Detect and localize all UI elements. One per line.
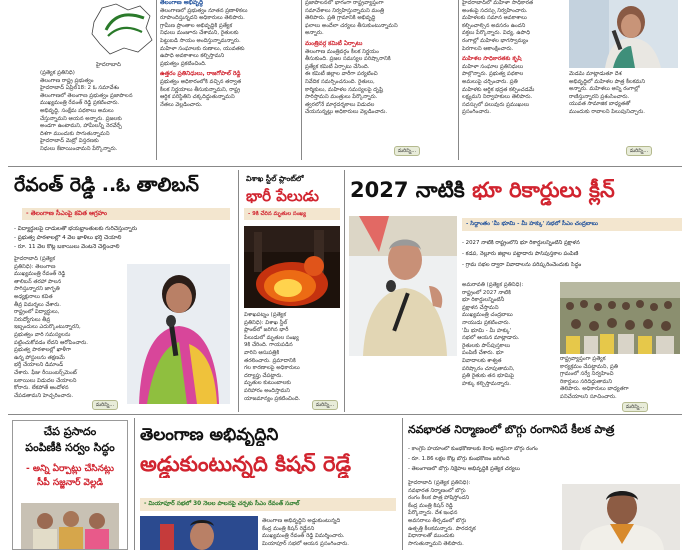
text-line: పట్టించుకోవడం లేదని ఆరోపించారు.	[14, 339, 88, 346]
records-headline-year: 2027 నాటికి	[350, 178, 473, 202]
steel-headline: భారీ పేలుడు	[246, 187, 319, 205]
revanth-speaking-icon	[140, 516, 258, 550]
fish-prasadam-line3: - అన్ని ఏర్పాట్లు చేసినట్లు	[26, 464, 114, 474]
column-divider	[301, 0, 302, 160]
text-line: గ్రామీణ ప్రాంతాల అభివృద్ధికి ప్రత్యేక	[160, 22, 233, 29]
records-bullet: - 2027 నాటికి రాష్ట్రంలోని భూ రికార్డులన్నింటినీ ప్రక్షాళన	[462, 240, 580, 246]
top-col2-text	[160, 0, 298, 160]
text-line: రికార్డులు సరిదిద్దుతామని	[560, 378, 613, 385]
text-line: రంగాల్లో మహిళల భాగస్వామ్యం	[462, 37, 529, 44]
coal-bullet: - రూ. 1.86 లక్షల కోట్ల బొగ్గు కుంభకోణం జరిగింది	[408, 456, 510, 462]
text-line: కార్మికులు, మహిళల సమస్యలపై దృష్టి	[305, 86, 383, 93]
telangana-map-graphic	[88, 0, 158, 58]
revanth-bullet: - రూ. 11 వేల కోట్ల బకాయిలు వెంటనే చెల్లించాలి	[14, 244, 120, 250]
text-line: గల కారణాలపై అధికారులు	[244, 365, 300, 372]
text-line: పాల్గొన్నారు. ప్రభుత్వ పథకాల	[462, 71, 524, 78]
coal-headline: నవభారత నిర్మాణంలో బొగ్గు రంగానిదే కీలక పాత్ర	[408, 423, 615, 436]
top-col3-text	[305, 0, 453, 146]
text-line: హైదరాబాద్ ఏప్రిల్18: 2 ఓ సమావేశం	[40, 85, 120, 92]
text-line: అభివృద్ధి, సంక్షేమ పథకాలు అమలు	[40, 107, 114, 114]
text-line: మహిళా సంఘాలకు రుణాలు, యువతకు	[160, 45, 245, 52]
text-line: హైదరాబాద్ (ప్రత్యేక	[14, 256, 56, 262]
text-line: ఆర్థిక పరిస్థితిని చక్కదిద్దుతున్నామని	[160, 94, 235, 101]
column-divider	[134, 418, 135, 550]
text-line: ఫలాలు అందేలా చర్యలు తీసుకుంటున్నామని	[305, 22, 398, 29]
text-line: ఈ కమిటీ జిల్లాల వారీగా పర్యటించి	[305, 71, 378, 78]
text-line: సారిస్తామని మంత్రులు పేర్కొన్నారు.	[305, 94, 378, 101]
text-line: మహిళా సంఘాల ప్రతినిధులు	[462, 63, 524, 70]
text-line: రాష్ట్రంలో విద్యార్థులు,	[14, 309, 60, 316]
column-divider	[344, 170, 345, 412]
text-line: యాజమాన్యం ప్రకటించింది.	[244, 395, 301, 402]
text-line: పరిహారం అందిస్తామని	[244, 387, 290, 394]
text-line: ప్రభుత్వం ప్రకటించింది.	[160, 60, 207, 67]
text-line: ప్రక్షాళన చేస్తామని	[462, 304, 499, 311]
text-line: నివేదిక సమర్పించనుంది. రైతులు,	[305, 78, 375, 85]
speaker-woman-photo	[569, 0, 678, 68]
col3-sub-heading: మంత్రివర్గ కమిటీ ఏర్పాటు	[305, 40, 363, 47]
text-line: ప్రతినిధి): విశాఖ స్టీల్	[244, 319, 288, 326]
text-line: త్వరలోనే మార్గదర్శకాలు విడుదల	[305, 101, 375, 108]
text-line: ప్రభుత్వం వారి సమస్యలను	[14, 331, 71, 338]
text-line: మేడమ్ మాట్లాడుతూ దేశ	[569, 71, 622, 77]
top-col5-text	[569, 71, 679, 147]
text-line: ప్రజాపాలనలో భాగంగా రాష్ట్రవ్యాప్తంగా	[305, 0, 384, 6]
text-line: దర్యాప్తు చేపట్టారు.	[244, 372, 284, 379]
text-line: దిశగా ముందుకు సాగుతున్నామని	[40, 130, 110, 137]
text-line: వక్తలు పేర్కొన్నారు. విద్య, ఉపాధి	[462, 30, 531, 37]
coal-body	[408, 480, 558, 550]
text-line: ప్రత్యేక కమిటీ ఏర్పాటు చేసింది.	[305, 63, 370, 70]
text-line: గ్రామంలో సర్వే నిర్వహించి	[560, 371, 614, 378]
text-line: రాష్ట్రవ్యాప్తంగా ప్రత్యేక	[560, 356, 606, 362]
text-line: వివాదాలకు శాశ్వత	[462, 357, 502, 364]
text-line: పంపిణీ చేశారు. భూ	[462, 350, 504, 357]
text-line: 9కి చేరింది. గాయపడిన	[244, 342, 293, 349]
text-line: తెలిపారు. ప్రతి గ్రామానికి అభివృద్ధి	[305, 15, 376, 22]
section-divider	[8, 166, 682, 167]
kavitha-photo	[127, 264, 230, 404]
records-bullet: - గ్రామ సభల ద్వారా వివాదాలను పరిష్కరించేందుకు సిద్ధం	[462, 262, 582, 268]
kishan-headline-bottom: అడ్డుకుంటున్నది కిషన్ రెడ్డే	[140, 452, 352, 476]
column-divider	[156, 0, 157, 160]
text-line: సమావేశాలు నిర్వహిస్తున్నామని మంత్రి	[305, 7, 385, 14]
text-line: తెలంగాణ మంత్రివర్గం కీలక నిర్ణయం	[305, 48, 379, 55]
text-line: అంశంపై సదస్సు నిర్వహించారు.	[462, 7, 528, 14]
section-divider	[8, 414, 682, 415]
more-button[interactable]: మరిన్ని...	[312, 400, 338, 410]
text-line: తీసుకుంది. ప్రజల సమస్యల పరిష్కారానికి	[305, 56, 391, 63]
text-line: ముఖ్యమంత్రి రేవంత్ రెడ్డి	[14, 271, 66, 278]
map-shape-icon	[88, 0, 158, 58]
coal-bullet: - తెలంగాణలో బొగ్గు నిక్షేపాల అభివృద్ధికి ప్రత్యేక చర్యలు	[408, 466, 520, 472]
text-line: పేర్కొన్నారు. దేశ ఇంధన	[408, 510, 458, 517]
text-line: చేస్తున్నామని ఆయన అన్నారు. ప్రజలకు	[40, 115, 122, 122]
chandrababu-photo	[349, 216, 457, 356]
revanth-headline: రేవంత్ రెడ్డి ..ఓ తాలిబన్	[14, 174, 199, 196]
text-line: కీలక నిర్ణయాలు తీసుకున్నామని, రాష్ట్ర	[160, 86, 241, 93]
text-line: రైతులకు పాస్‌పుస్తకాలు	[462, 342, 511, 349]
top-col1-text	[40, 70, 152, 160]
text-line: హైదరాబాద్‌లో మహిళా సాధికారత	[462, 0, 534, 6]
fish-prasadam-photo	[21, 503, 119, 549]
kavitha-speaking-icon	[127, 264, 230, 404]
text-line: (ప్రత్యేక ప్రతినిధి)	[40, 70, 75, 76]
text-line: సభలో ఆయన మాట్లాడారు.	[462, 335, 520, 342]
text-line: హైదరాబాద్ (ప్రత్యేక ప్రతినిధి):	[408, 480, 471, 486]
text-line: అమరావతి (ప్రత్యేక ప్రతినిధి):	[462, 282, 524, 288]
text-line: మియాపూర్ సభలో ఆయన ప్రసంగించారు.	[262, 540, 349, 547]
column-divider	[238, 170, 239, 412]
kishan-reddy-photo	[562, 484, 680, 550]
text-line: తెలిపారు. అధికారులు బాధ్యతగా	[560, 386, 629, 393]
text-line: పనిచేయాలని సూచించారు.	[560, 393, 617, 400]
text-line: హైదరాబాద్ మెట్రో విస్తరణకు	[40, 138, 99, 145]
text-line: అన్నారు. మహిళలు అన్ని రంగాల్లో	[569, 86, 640, 93]
records-bullet: - కడప, నెల్లూరు జిల్లాల పట్టాదారు పాస్‌పుస్తకాల పంపిణీ	[462, 251, 579, 257]
fish-prasadam-line2: పంపిణీకి సర్వం సిద్ధం	[25, 441, 115, 454]
crowd-icon	[560, 282, 680, 354]
text-line: రూపొందిస్తున్నదని అధికారులు తెలిపారు.	[160, 15, 245, 22]
text-line: తెలంగాణ అభివృద్ధిని అడ్డుకుంటున్నది	[262, 518, 341, 524]
more-button[interactable]: మరిన్ని...	[626, 146, 652, 156]
text-line: నేతలు వెల్లడించారు.	[160, 101, 203, 108]
text-line: చేపడతామని హెచ్చరించారు.	[14, 392, 74, 399]
text-line: నిధులు కేటాయించామని పేర్కొన్నారు.	[40, 145, 118, 152]
steel-body	[244, 312, 340, 402]
text-line: కార్యక్రమం చేపట్టామని, ప్రతి	[560, 363, 618, 370]
text-line: తెలంగాణలో తెలంగాణ ప్రభుత్వం ప్రజాపాలన	[40, 92, 133, 99]
text-line: యువత సామాజిక బాధ్యతతో	[569, 101, 631, 108]
crowd-photo	[560, 282, 680, 354]
text-line: ప్రభుత్వం అధికారంలోకి వచ్చిన తర్వాత	[160, 78, 242, 85]
text-line: రంగం కీలక పాత్ర పోషిస్తోందని	[408, 495, 470, 502]
map-caption: హైదరాబాద్	[96, 62, 121, 68]
police-officials-icon	[21, 503, 119, 549]
kishan-body	[262, 518, 398, 550]
text-line: పెరగాలని ఆకాంక్షించారు.	[462, 45, 514, 52]
records-side-text	[560, 356, 680, 402]
text-line: అండగా ఉంటామని, హామీలన్నీ నెరవేర్చే	[40, 123, 122, 130]
text-line: ముందుకు రావాలని పిలుపునిచ్చారు.	[569, 108, 645, 115]
kishan-reddy-icon	[562, 484, 680, 550]
text-line: తెలంగాణ రాష్ట్ర ప్రభుత్వం	[40, 77, 94, 84]
text-line: భర్తీ చేయాలని డిమాండ్	[14, 362, 64, 369]
text-line: హక్కు కల్పిస్తామన్నారు.	[462, 380, 511, 387]
col2-sub-heading: ఉత్తరం ప్రతినిధులు, రాజగోపాల్ రెడ్డి	[160, 71, 241, 78]
text-line: కల్పించాల్సిన అవసరం ఉందని	[462, 22, 526, 29]
kishan-headline-top: తెలంగాణ అభివృద్ధిని	[140, 425, 279, 445]
chandrababu-speaking-icon	[349, 216, 457, 356]
text-line: విధానాలతో ముందుకు	[408, 533, 455, 540]
text-line: చేశారు. ఫీజు రీయింబర్స్‌మెంట్	[14, 369, 77, 376]
text-line: అన్నారు.	[305, 30, 324, 37]
revanth-bullet: - విద్యార్థులపై దాడులతో భయభ్రాంతులకు గురిచేస్తున్నారు	[14, 226, 138, 232]
text-line: నిధులు మంజూరు చేశామని, రైతులకు	[160, 30, 239, 37]
fire-explosion-icon	[244, 226, 340, 308]
revanth-body	[14, 256, 122, 404]
text-line: పేలుడులో మృతుల సంఖ్య	[244, 334, 299, 341]
text-line: ఉన్న పోస్టులను తక్షణమే	[14, 354, 65, 361]
text-line: విశాఖపట్నం (ప్రత్యేక	[244, 312, 287, 318]
fire-explosion-photo	[244, 226, 340, 308]
text-line: వారిని ఆసుపత్రికి	[244, 349, 280, 356]
text-line: నాయుడు ప్రకటించారు.	[462, 319, 511, 326]
column-divider	[402, 418, 403, 550]
text-line: మహిళలకు సమాన అవకాశాలు	[462, 15, 527, 22]
more-button[interactable]: మరిన్ని...	[92, 400, 118, 410]
text-line: ప్రతి రైతుకు తన భూమిపై	[462, 373, 515, 380]
col2-intro: తెలంగాణ అభివృద్ధి	[160, 0, 204, 6]
records-tag: - సిద్దాంతం 'మీ భూమి - మీ హక్కు' సభలో సీఎం చంద్రబాబు	[462, 218, 682, 231]
more-button[interactable]: మరిన్ని...	[394, 146, 420, 156]
text-line: రాష్ట్రంలో 2027 నాటికి	[462, 289, 511, 296]
text-line: కేంద్ర మంత్రి కిషన్ రెడ్డేనని	[262, 525, 315, 532]
text-line: ప్లాంట్‌లో జరిగిన భారీ	[244, 327, 289, 334]
fish-prasadam-line1: చేప ప్రసాదం	[43, 425, 97, 438]
text-line: అవసరాలు తీర్చడంలో బొగ్గు	[408, 517, 467, 524]
top-band	[0, 0, 690, 165]
col4-sub-heading: మహిళల సాధికారతకు కృషి	[462, 56, 522, 63]
text-line: తరలించారు. ప్రమాదానికి	[244, 357, 296, 364]
text-line: అమలుపై చర్చించారు. ప్రతి	[462, 78, 518, 85]
text-line: ముఖ్యమంత్రి రేవంత్ రెడ్డి ప్రకటించారు.	[40, 100, 120, 107]
fish-prasadam-line4: సీపీ సజ్జనార్ వెల్లడి	[36, 478, 103, 488]
text-line: బకాయిలు విడుదల చేయాలని	[14, 377, 77, 384]
revanth-tag: - తెలంగాణ సీఎంపై కవిత ఆగ్రహం	[22, 208, 230, 220]
text-line: పరిష్కారం చూపుతామని,	[462, 365, 515, 372]
text-line: పెట్టుబడి సాయం అందిస్తున్నామన్నారు.	[160, 37, 241, 44]
revanth-bullet: - ప్రభుత్వ పాఠశాలల్లో 4 వేల ఖాళీలు భర్తీ చేయాలి	[14, 235, 122, 241]
text-line: లక్ష్యమని నిర్వాహకులు తెలిపారు.	[462, 94, 533, 101]
text-line: సాగిస్తున్నారని జాగృతి	[14, 286, 60, 293]
text-line: ముఖ్యమంత్రి రేవంత్ రెడ్డి విమర్శించారు.	[262, 533, 345, 540]
text-line: ప్రభుత్వ పాఠశాలల్లో ఖాళీగా	[14, 347, 72, 354]
text-line: ఉపాధి అవకాశాలు కల్పిస్తామని	[160, 53, 225, 60]
steel-tag: - 9కి చేరిన మృతుల సంఖ్య	[244, 208, 340, 220]
text-line: సాగుతున్నామని తెలిపారు.	[408, 540, 464, 547]
revanth-photo	[140, 516, 258, 550]
text-line: తెలంగాణలో ప్రభుత్వం నూతన ప్రణాళికలు	[160, 7, 248, 14]
text-line: అభివృద్ధిలో మహిళల పాత్ర కీలకమని	[569, 78, 646, 85]
text-line: నవభారత నిర్మాణంలో బొగ్గు	[408, 487, 466, 494]
text-line: ముఖ్యమంత్రి చంద్రబాబు	[462, 312, 513, 319]
records-headline-main: భూ రికార్డులు క్లీన్	[472, 178, 615, 202]
text-line: ప్రసంగించారు.	[462, 109, 491, 116]
coal-bullet: - కాంగ్రెస్ హయాంలో కుంభకోణాలకు కేరాఫ్ అడ్రస్‌గా బొగ్గు రంగం	[408, 446, 538, 452]
records-headline	[350, 174, 684, 208]
text-line: సదస్సులో పలువురు ప్రముఖులు	[462, 101, 530, 108]
column-divider	[458, 0, 459, 160]
text-line: ప్రతినిధి): తెలంగాణ	[14, 263, 56, 270]
text-line: కేంద్ర మంత్రి కిషన్ రెడ్డి	[408, 502, 453, 509]
text-line: మహిళకు ఆర్థిక భద్రత కల్పించడమే	[462, 86, 535, 93]
more-button[interactable]: మరిన్ని...	[622, 402, 648, 412]
text-line: 'మీ భూమి - మీ హక్కు'	[462, 327, 512, 334]
text-line: ఉత్పత్తి కీలకమన్నారు. పారదర్శక	[408, 525, 476, 532]
text-line: చేయనున్నట్లు అధికారులు వెల్లడించారు.	[305, 109, 388, 116]
text-line: రాణిస్తున్నారని ప్రశంసించారు.	[569, 93, 630, 100]
text-line: తాలిబన్ తరహా పాలన	[14, 278, 62, 285]
top-col4-text	[462, 0, 566, 160]
text-line: కోరారు. లేకపోతే ఆందోళన	[14, 385, 69, 392]
text-line: మృతుల కుటుంబాలకు	[244, 380, 291, 387]
speaker-woman-icon	[569, 0, 678, 68]
steel-kicker: విశాఖ స్టీల్ ప్లాంట్‌లో	[246, 174, 304, 183]
text-line: ఇబ్బందులు ఎదుర్కొంటున్నారని,	[14, 324, 81, 331]
kishan-tag: - మియాపూర్ సభలో 30 నెలల పాలనపై చర్చకు సీఎం రేవంత్ సవాల్	[140, 498, 396, 511]
records-body	[462, 282, 558, 400]
fish-prasadam-box	[12, 420, 128, 550]
text-line: అధ్యక్షురాలు కవిత	[14, 293, 53, 300]
text-line: భూ రికార్డులన్నింటినీ	[462, 297, 505, 304]
text-line: నిరుద్యోగులు తీవ్ర	[14, 316, 51, 323]
text-line: తీవ్ర విమర్శలు చేశారు.	[14, 301, 61, 308]
